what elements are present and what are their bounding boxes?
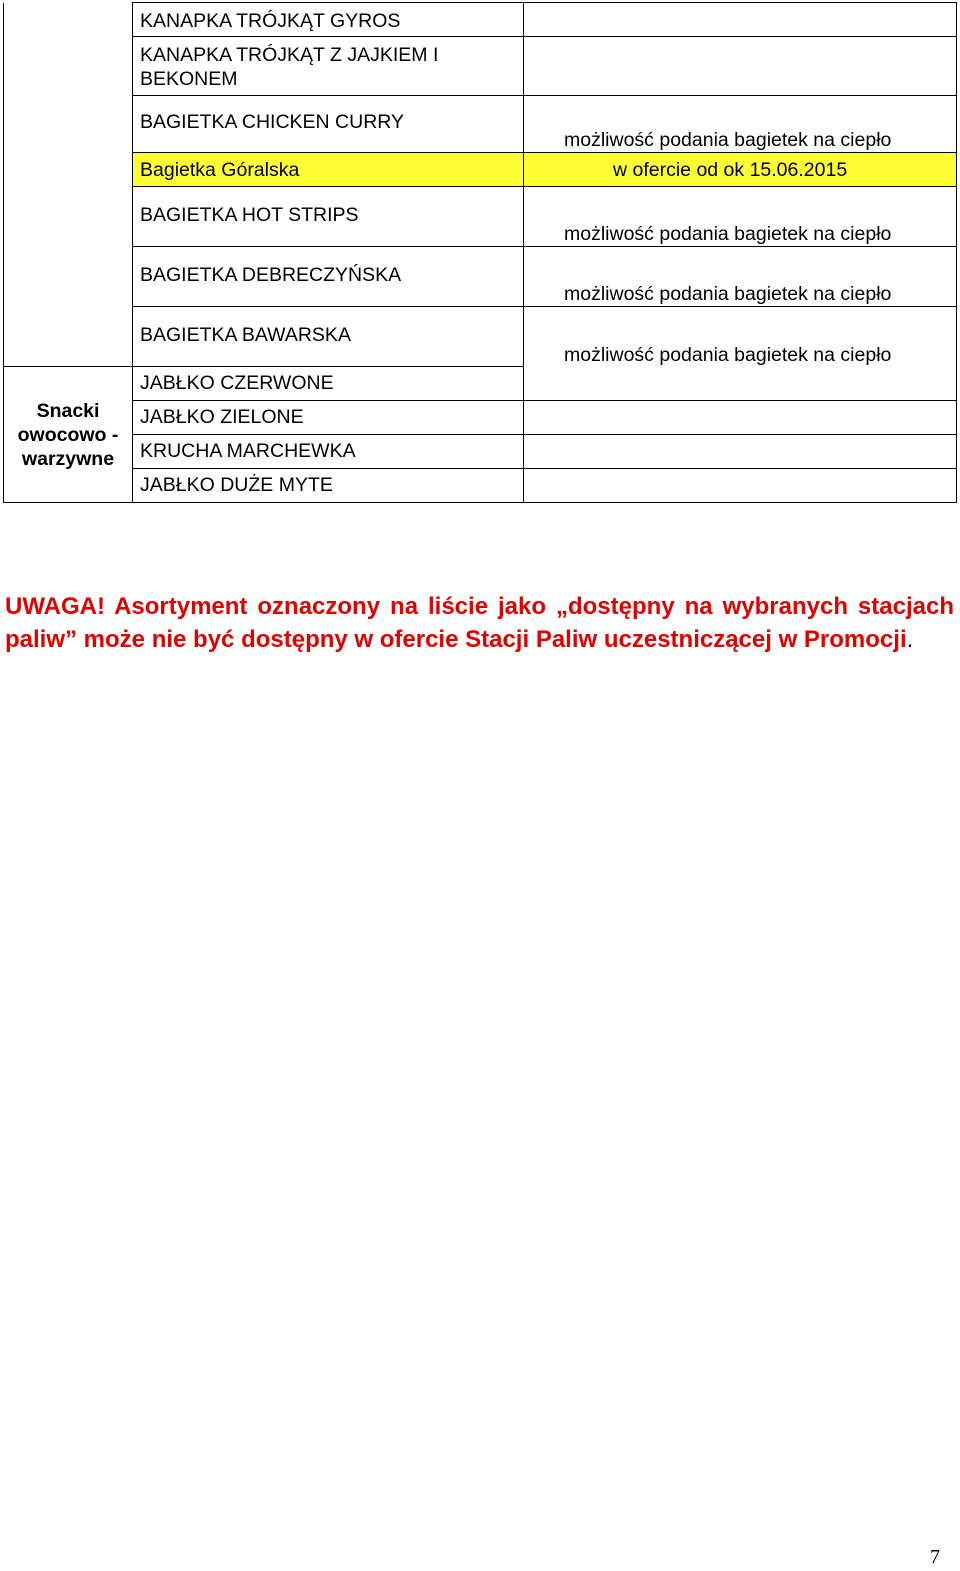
- page-number: 7: [930, 1546, 940, 1568]
- warning-note: [5, 590, 954, 656]
- product-name: KANAPKA TRÓJKĄT Z JAJKIEM I BEKONEM: [133, 37, 524, 96]
- category-cell: Snacki owocowo - warzywne: [4, 367, 133, 503]
- product-name-highlighted: Bagietka Góralska: [133, 153, 524, 187]
- warning-end: .: [906, 626, 914, 653]
- product-note: [524, 469, 957, 503]
- product-note: możliwość podania bagietek na ciepło: [524, 307, 957, 367]
- product-name: KANAPKA TRÓJKĄT GYROS: [133, 3, 524, 37]
- warning-label: UWAGA!: [5, 593, 105, 620]
- product-name: BAGIETKA HOT STRIPS: [133, 187, 524, 247]
- product-note: [524, 401, 957, 435]
- product-name: JABŁKO DUŻE MYTE: [133, 469, 524, 503]
- product-name: KRUCHA MARCHEWKA: [133, 435, 524, 469]
- product-note: [524, 435, 957, 469]
- product-note: możliwość podania bagietek na ciepło: [524, 247, 957, 307]
- product-name: JABŁKO CZERWONE: [133, 367, 524, 401]
- product-note: [524, 3, 957, 37]
- product-name: BAGIETKA CHICKEN CURRY: [133, 96, 524, 153]
- category-cell-empty: [4, 3, 133, 367]
- product-note: [524, 367, 957, 401]
- product-note: [524, 37, 957, 96]
- product-name: BAGIETKA BAWARSKA: [133, 307, 524, 367]
- product-name: BAGIETKA DEBRECZYŃSKA: [133, 247, 524, 307]
- product-note-highlighted: w ofercie od ok 15.06.2015: [524, 153, 957, 187]
- product-table: [3, 2, 957, 503]
- product-name: JABŁKO ZIELONE: [133, 401, 524, 435]
- product-note: możliwość podania bagietek na ciepło: [524, 96, 957, 153]
- product-note: możliwość podania bagietek na ciepło: [524, 187, 957, 247]
- warning-text: Asortyment oznaczony na liście jako „dostępny na wybranych stacjach paliw” może nie być dostępny w ofercie Stacji Paliw uczestniczącej w Promocji: [5, 593, 954, 653]
